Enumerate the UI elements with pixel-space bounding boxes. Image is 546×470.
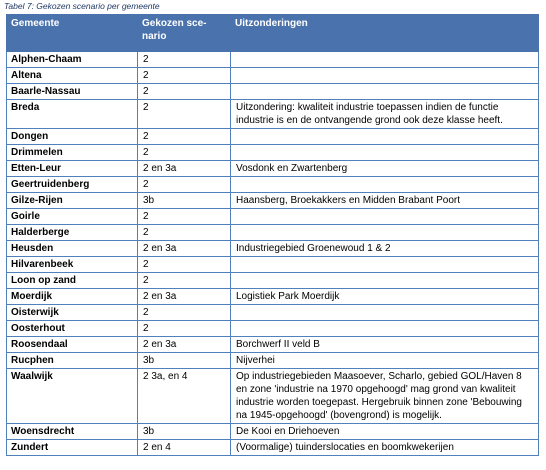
table-row xyxy=(7,440,539,456)
table-row xyxy=(7,337,539,353)
table-header-row xyxy=(7,15,539,52)
scenario-cell: 2 en 3a xyxy=(138,337,231,353)
uitzondering-cell xyxy=(231,52,539,68)
table-row xyxy=(7,52,539,68)
gemeente-cell: Zundert xyxy=(7,440,138,456)
uitzondering-cell xyxy=(231,305,539,321)
scenario-cell: 2 en 3a xyxy=(138,289,231,305)
table-row xyxy=(7,273,539,289)
table-row xyxy=(7,369,539,424)
scenario-cell: 2 xyxy=(138,273,231,289)
column-header-gemeente: Gemeente xyxy=(7,15,138,52)
table-row xyxy=(7,424,539,440)
gemeente-cell: Gilze-Rijen xyxy=(7,193,138,209)
gemeente-cell: Baarle-Nassau xyxy=(7,84,138,100)
uitzondering-cell: Uitzondering: kwaliteit industrie toepassen indien de functie industrie is en de ontvangende grond ook deze klasse heeft. xyxy=(231,100,539,129)
table-row xyxy=(7,177,539,193)
gemeente-cell: Dongen xyxy=(7,129,138,145)
scenario-cell: 2 xyxy=(138,177,231,193)
uitzondering-cell xyxy=(231,209,539,225)
scenario-cell: 2 xyxy=(138,305,231,321)
gemeente-cell: Breda xyxy=(7,100,138,129)
scenario-cell: 2 xyxy=(138,321,231,337)
scenario-cell: 2 xyxy=(138,145,231,161)
table-row xyxy=(7,241,539,257)
gemeente-cell: Oisterwijk xyxy=(7,305,138,321)
table-row xyxy=(7,321,539,337)
table-row xyxy=(7,161,539,177)
scenario-cell: 2 xyxy=(138,68,231,84)
table-row xyxy=(7,225,539,241)
scenario-cell: 2 xyxy=(138,52,231,68)
scenario-cell: 3b xyxy=(138,193,231,209)
uitzondering-cell: Industriegebied Groenewoud 1 & 2 xyxy=(231,241,539,257)
scenario-cell: 2 3a, en 4 xyxy=(138,369,231,424)
uitzondering-cell xyxy=(231,225,539,241)
uitzondering-cell: Logistiek Park Moerdijk xyxy=(231,289,539,305)
scenario-cell: 2 en 3a xyxy=(138,241,231,257)
gemeente-cell: Moerdijk xyxy=(7,289,138,305)
scenario-cell: 2 en 4 xyxy=(138,440,231,456)
gemeente-cell: Oosterhout xyxy=(7,321,138,337)
scenario-cell: 2 xyxy=(138,209,231,225)
table-row xyxy=(7,129,539,145)
uitzondering-cell xyxy=(231,68,539,84)
scenario-cell: 2 xyxy=(138,100,231,129)
scenario-table xyxy=(6,14,539,456)
scenario-cell: 3b xyxy=(138,424,231,440)
gemeente-cell: Altena xyxy=(7,68,138,84)
uitzondering-cell: Nijverhei xyxy=(231,353,539,369)
gemeente-cell: Hilvarenbeek xyxy=(7,257,138,273)
gemeente-cell: Alphen-Chaam xyxy=(7,52,138,68)
uitzondering-cell xyxy=(231,129,539,145)
gemeente-cell: Loon op zand xyxy=(7,273,138,289)
uitzondering-cell xyxy=(231,321,539,337)
table-row xyxy=(7,305,539,321)
scenario-cell: 2 xyxy=(138,225,231,241)
scenario-cell: 2 xyxy=(138,84,231,100)
scenario-cell: 2 xyxy=(138,129,231,145)
scenario-cell: 2 en 3a xyxy=(138,161,231,177)
table-row xyxy=(7,145,539,161)
gemeente-cell: Woensdrecht xyxy=(7,424,138,440)
uitzondering-cell: Haansberg, Broekakkers en Midden Brabant Poort xyxy=(231,193,539,209)
uitzondering-cell xyxy=(231,257,539,273)
uitzondering-cell xyxy=(231,84,539,100)
table-row xyxy=(7,193,539,209)
gemeente-cell: Roosendaal xyxy=(7,337,138,353)
table-row xyxy=(7,84,539,100)
uitzondering-cell: De Kooi en Driehoeven xyxy=(231,424,539,440)
uitzondering-cell: Vosdonk en Zwartenberg xyxy=(231,161,539,177)
gemeente-cell: Heusden xyxy=(7,241,138,257)
table-row xyxy=(7,209,539,225)
column-header-scenario: Gekozen sce-nario xyxy=(138,15,231,52)
table-row xyxy=(7,257,539,273)
gemeente-cell: Drimmelen xyxy=(7,145,138,161)
scenario-cell: 3b xyxy=(138,353,231,369)
gemeente-cell: Etten-Leur xyxy=(7,161,138,177)
table-row xyxy=(7,353,539,369)
uitzondering-cell xyxy=(231,273,539,289)
table-caption: Tabel 7: Gekozen scenario per gemeente xyxy=(4,1,160,11)
gemeente-cell: Goirle xyxy=(7,209,138,225)
table-row xyxy=(7,289,539,305)
gemeente-cell: Waalwijk xyxy=(7,369,138,424)
gemeente-cell: Rucphen xyxy=(7,353,138,369)
gemeente-cell: Halderberge xyxy=(7,225,138,241)
uitzondering-cell: Op industriegebieden Maasoever, Scharlo, gebied GOL/Haven 8 en zone 'industrie na 1970 opgehoogd' mag grond van kwaliteit industrie worden toegepast. Hergebruik binnen zone 'Bebouwing na 1945-opgehoogd' (bovengrond) is mogelijk. xyxy=(231,369,539,424)
gemeente-cell: Geertruidenberg xyxy=(7,177,138,193)
table-row xyxy=(7,100,539,129)
uitzondering-cell: (Voormalige) tuinderslocaties en boomkwekerijen xyxy=(231,440,539,456)
table-row xyxy=(7,68,539,84)
uitzondering-cell: Borchwerf II veld B xyxy=(231,337,539,353)
scenario-cell: 2 xyxy=(138,257,231,273)
uitzondering-cell xyxy=(231,177,539,193)
uitzondering-cell xyxy=(231,145,539,161)
column-header-uitzonderingen: Uitzonderingen xyxy=(231,15,539,52)
